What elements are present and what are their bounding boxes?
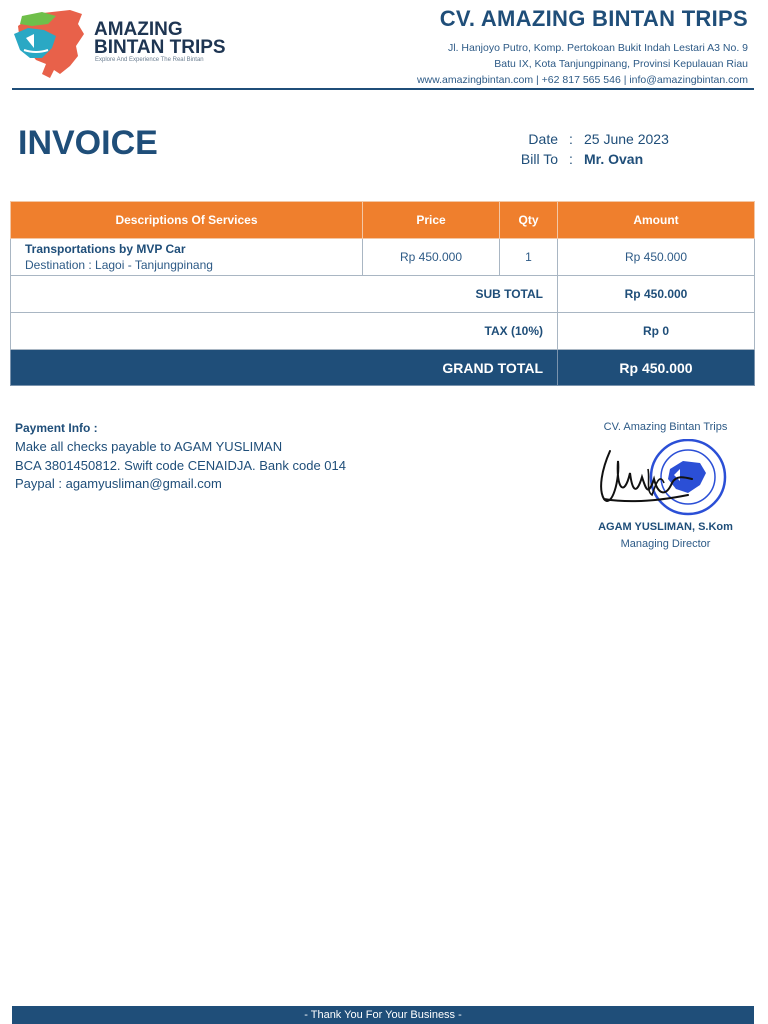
invoice-table [10,201,755,386]
date-row [500,129,669,149]
header-description: Descriptions Of Services [11,202,363,239]
subtotal-label: SUB TOTAL [11,276,558,313]
company-info [417,6,748,88]
bill-to-value: Mr. Ovan [584,151,644,167]
logo-title-line2: BINTAN TRIPS [94,37,226,58]
payment-line-checks: Make all checks payable to AGAM YUSLIMAN [15,439,283,454]
bill-to-label: Bill To [520,151,558,167]
handwritten-signature-icon [588,439,743,517]
payment-heading: Payment Info : [15,421,98,435]
header-divider [12,88,754,90]
date-label: Date [528,131,558,147]
tax-value: Rp 0 [558,313,755,350]
island-logo-icon [12,8,92,80]
grand-total-label: GRAND TOTAL [11,350,558,386]
tax-row [11,313,755,350]
item-detail: Destination : Lagoi - Tanjungpinang [25,258,213,272]
logo-tagline: Explore And Experience The Real Bintan [95,57,204,63]
item-price: Rp 450.000 [363,239,500,276]
item-description [11,239,363,276]
item-qty: 1 [500,239,558,276]
table-header-row [11,202,755,239]
company-address-line1: Jl. Hanjoyo Putro, Komp. Pertokoan Bukit Indah Lestari A3 No. 9 [448,42,748,54]
header-price: Price [363,202,500,239]
logo-title-line1: AMAZING [94,19,183,40]
company-logo [12,8,227,83]
payment-line-bank: BCA 3801450812. Swift code CENAIDJA. Bank code 014 [15,457,346,473]
date-colon: : [569,131,573,147]
signature-company: CV. Amazing Bintan Trips [603,421,728,433]
company-contact: www.amazingbintan.com | +62 817 565 546 | info@amazingbintan.com [416,74,748,86]
header-amount: Amount [558,202,755,239]
table-row [11,239,755,276]
item-title: Transportations by MVP Car [25,242,186,256]
subtotal-row [11,276,755,313]
bill-to-row [500,149,669,169]
payment-line-paypal: Paypal : agamyusliman@gmail.com [15,476,222,491]
date-value: 25 June 2023 [584,131,669,147]
grand-total-row [11,350,755,386]
footer-thank-you: - Thank You For Your Business - [12,1006,754,1024]
subtotal-value: Rp 450.000 [558,276,755,313]
header-qty: Qty [500,202,558,239]
signature-block [588,421,743,550]
company-name: CV. AMAZING BINTAN TRIPS [439,6,748,31]
item-amount: Rp 450.000 [558,239,755,276]
invoice-title: INVOICE [18,124,158,162]
invoice-meta [500,129,669,169]
company-address-line2: Batu IX, Kota Tanjungpinang, Provinsi Kepulauan Riau [494,58,748,70]
payment-info [15,421,346,494]
bill-to-colon: : [569,151,573,167]
signature-art [588,439,743,517]
signatory-name: AGAM YUSLIMAN, S.Kom [598,521,733,533]
tax-label: TAX (10%) [11,313,558,350]
signatory-role: Managing Director [620,538,711,550]
grand-total-value: Rp 450.000 [558,350,755,386]
